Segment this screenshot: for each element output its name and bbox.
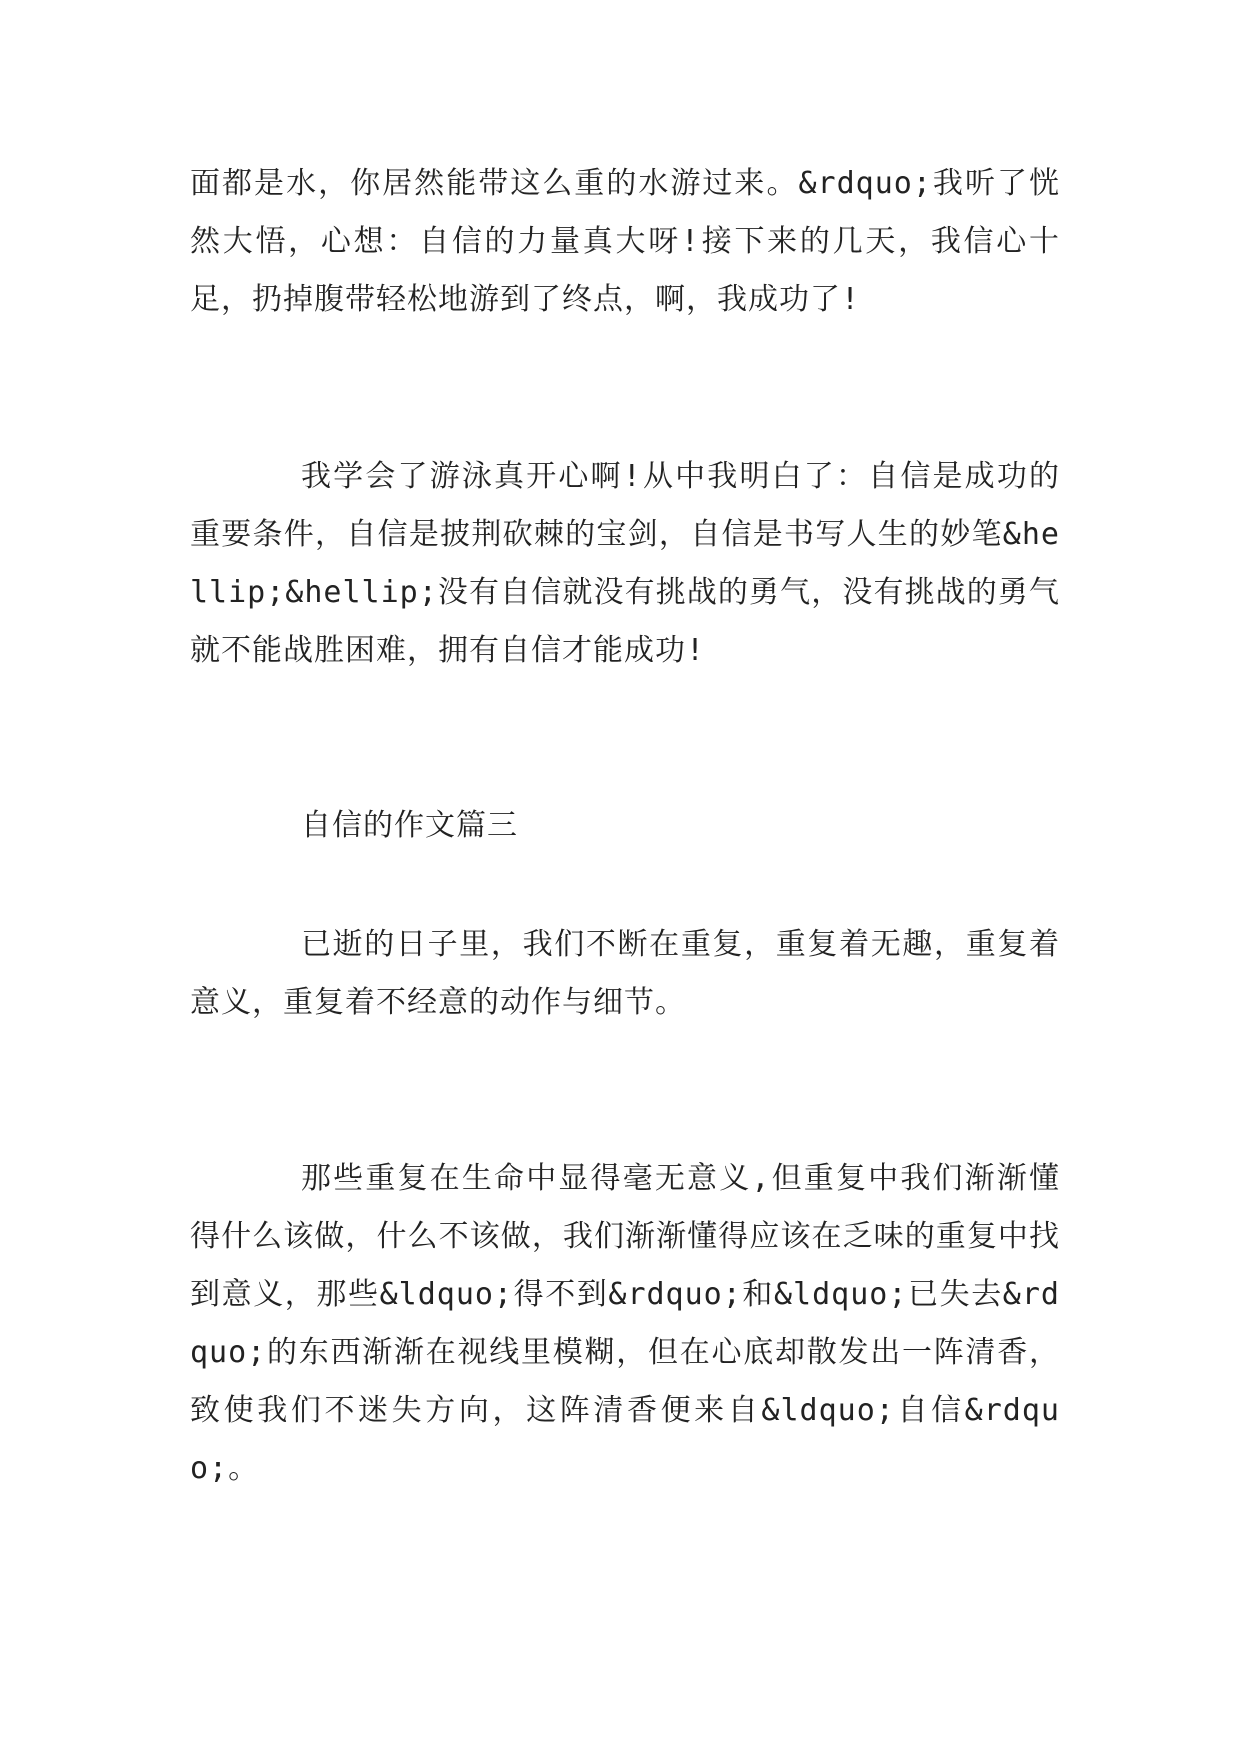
paragraph-3: 已逝的日子里，我们不断在重复，重复着无趣，重复着意义，重复着不经意的动作与细节。 xyxy=(190,927,1060,1020)
paragraph-4: 那些重复在生命中显得毫无意义,但重复中我们渐渐懂得什么该做，什么不该做，我们渐渐懂得应该在乏味的重复中找到意义，那些&ldquo;得不到&rdquo;和&ldquo;已失去&rdquo;的东西渐渐在视线里模糊，但在心底却散发出一阵清香，致使我们不迷失方向，这阵清香便来自&ldquo;自信&rdquo;。 xyxy=(190,1161,1060,1486)
paragraph-1: 面都是水，你居然能带这么重的水游过来。&rdquo;我听了恍然大悟，心想：自信的力量真大呀!接下来的几天，我信心十足，扔掉腹带轻松地游到了终点，啊，我成功了! xyxy=(190,166,1060,317)
paragraph-2: 我学会了游泳真开心啊!从中我明白了：自信是成功的重要条件，自信是披荆砍棘的宝剑，自信是书写人生的妙笔&hellip;&hellip;没有自信就没有挑战的勇气，没有挑战的勇气就不能战胜困难，拥有自信才能成功! xyxy=(190,459,1060,668)
section-heading: 自信的作文篇三 xyxy=(301,808,518,843)
